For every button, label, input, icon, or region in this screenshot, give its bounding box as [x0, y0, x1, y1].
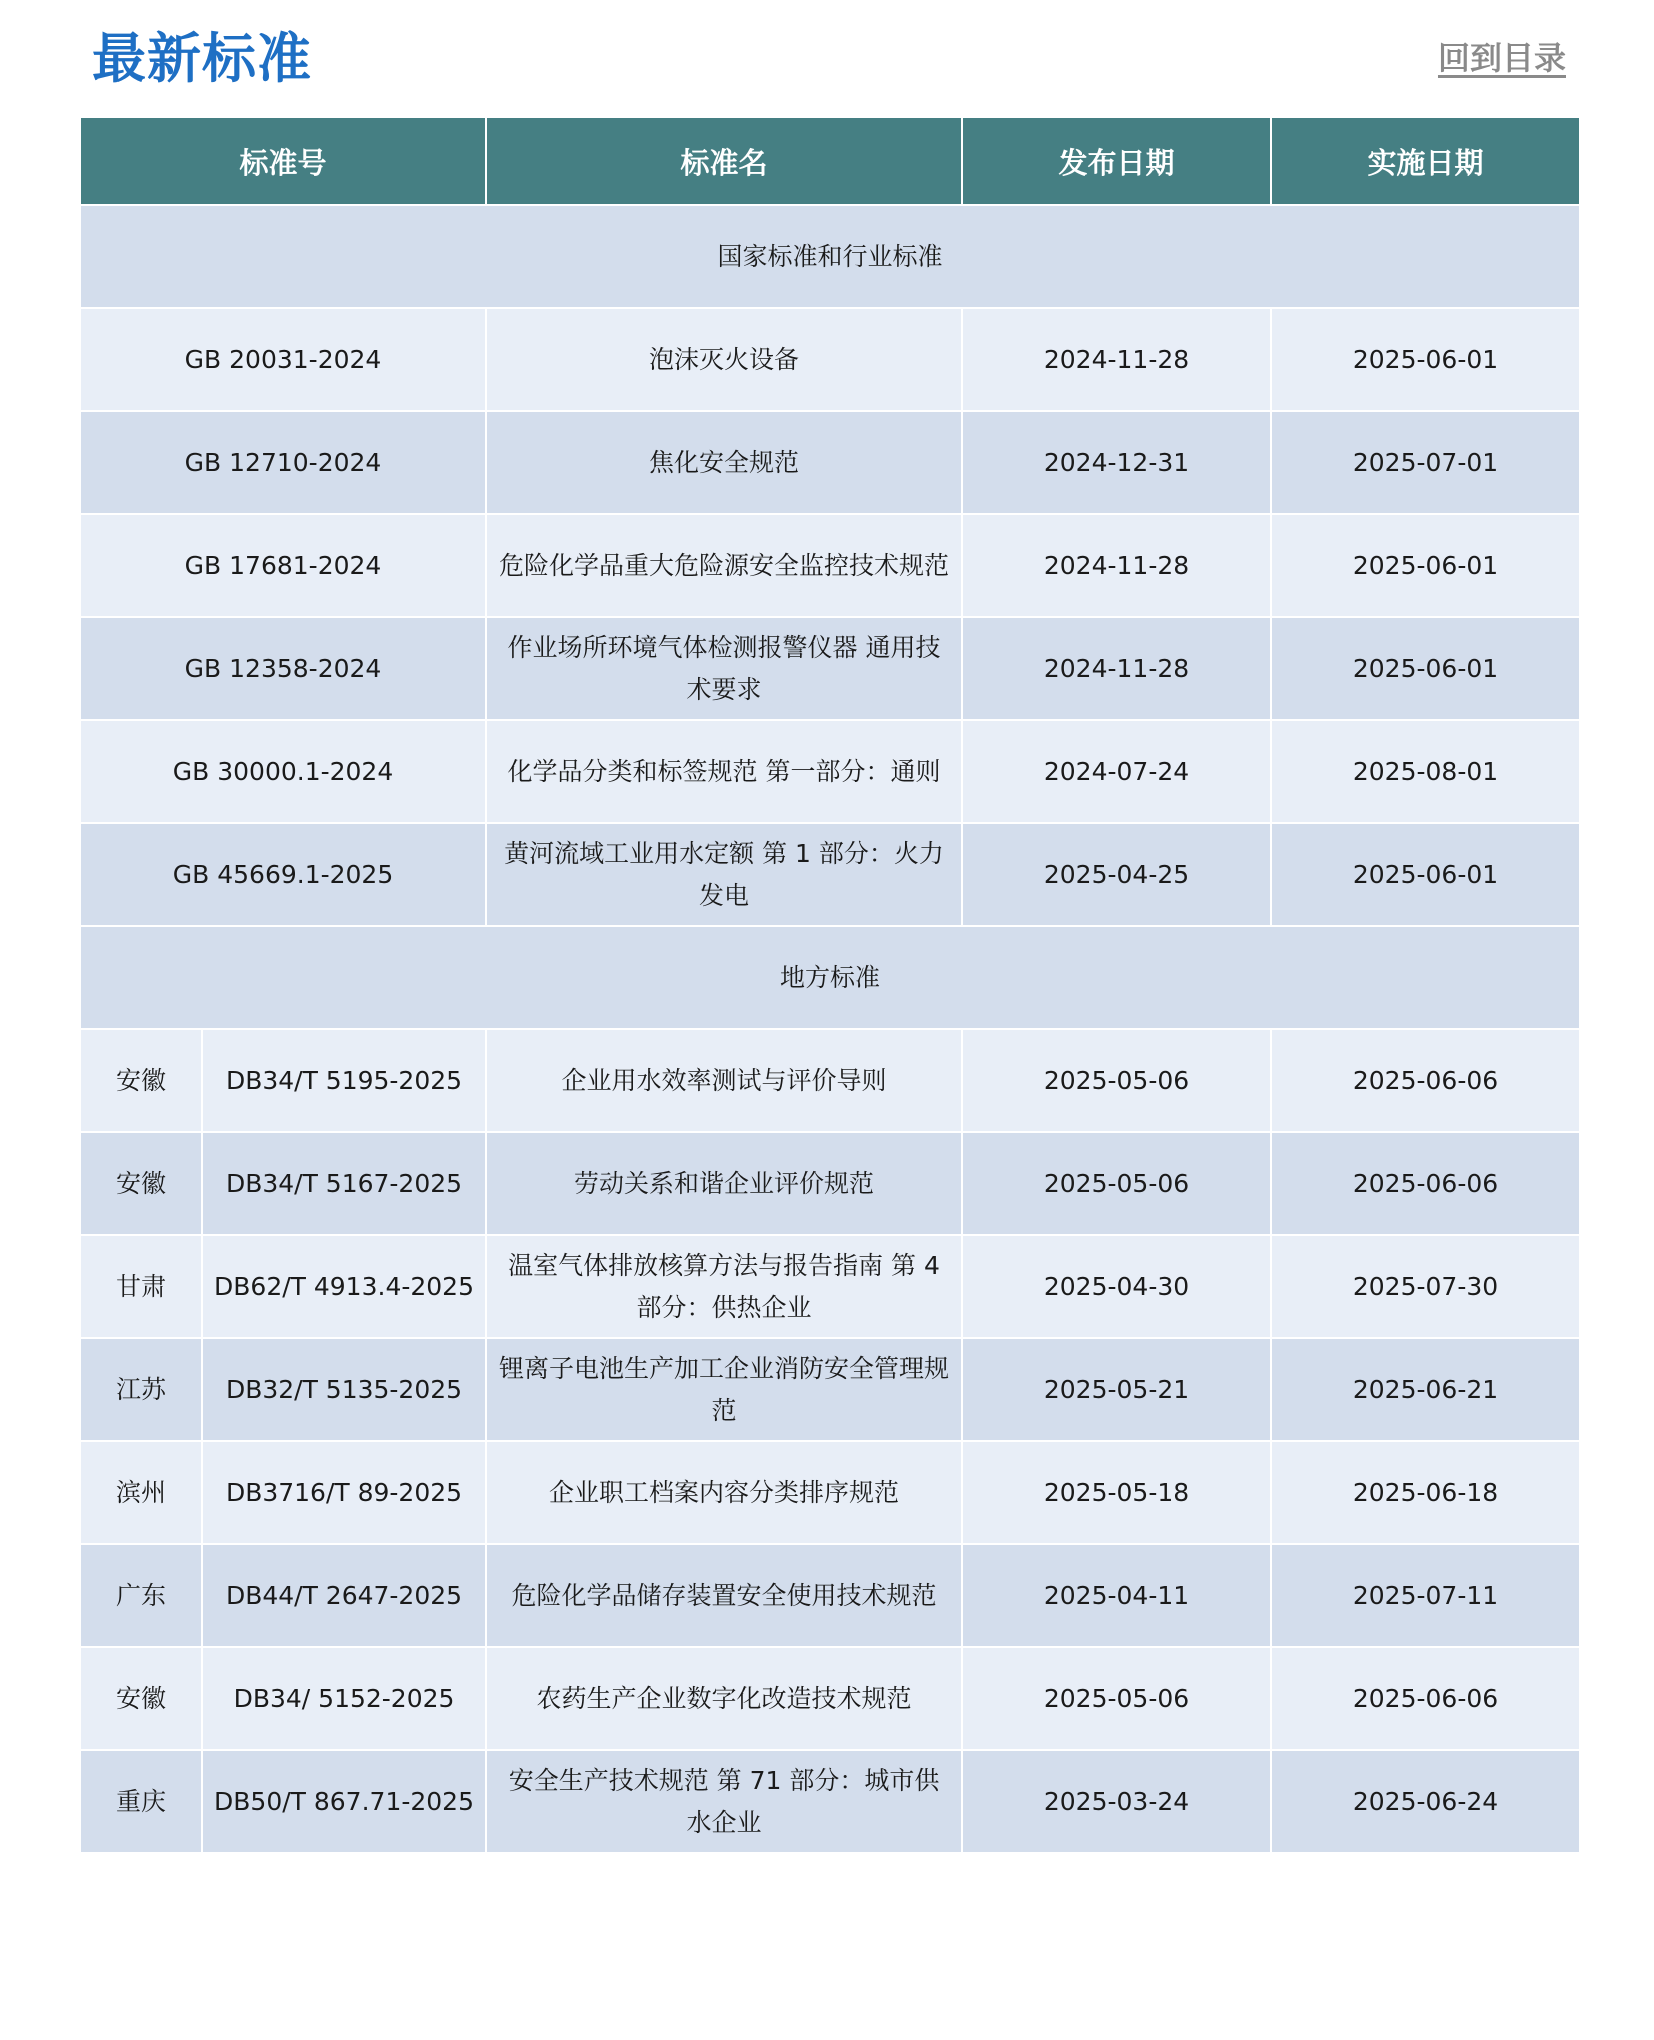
- cell-standard-code: GB 30000.1-2024: [80, 720, 486, 823]
- standards-table: [79, 116, 1581, 1854]
- section-title: 地方标准: [80, 926, 1580, 1029]
- cell-standard-name: 焦化安全规范: [486, 411, 962, 514]
- table-row: [80, 823, 1580, 926]
- cell-published-date: 2025-04-11: [962, 1544, 1271, 1647]
- cell-standard-code: DB32/T 5135-2025: [202, 1338, 486, 1441]
- cell-effective-date: 2025-06-01: [1271, 514, 1580, 617]
- section-row: [80, 926, 1580, 1029]
- cell-standard-name: 危险化学品重大危险源安全监控技术规范: [486, 514, 962, 617]
- table-row: [80, 514, 1580, 617]
- cell-effective-date: 2025-07-11: [1271, 1544, 1580, 1647]
- column-header-effective: 实施日期: [1271, 117, 1580, 205]
- cell-standard-code: DB34/T 5167-2025: [202, 1132, 486, 1235]
- section-row: [80, 205, 1580, 308]
- cell-region: 滨州: [80, 1441, 202, 1544]
- table-row: [80, 1647, 1580, 1750]
- column-header-code: 标准号: [80, 117, 486, 205]
- table-row: [80, 1338, 1580, 1441]
- table-row: [80, 1235, 1580, 1338]
- cell-region: 甘肃: [80, 1235, 202, 1338]
- cell-effective-date: 2025-06-01: [1271, 617, 1580, 720]
- cell-effective-date: 2025-08-01: [1271, 720, 1580, 823]
- cell-standard-code: DB44/T 2647-2025: [202, 1544, 486, 1647]
- cell-standard-name: 锂离子电池生产加工企业消防安全管理规范: [486, 1338, 962, 1441]
- cell-published-date: 2025-05-06: [962, 1029, 1271, 1132]
- cell-published-date: 2024-11-28: [962, 308, 1271, 411]
- cell-standard-name: 企业职工档案内容分类排序规范: [486, 1441, 962, 1544]
- cell-standard-code: DB34/T 5195-2025: [202, 1029, 486, 1132]
- cell-standard-code: GB 45669.1-2025: [80, 823, 486, 926]
- column-header-name: 标准名: [486, 117, 962, 205]
- cell-effective-date: 2025-06-21: [1271, 1338, 1580, 1441]
- cell-published-date: 2024-12-31: [962, 411, 1271, 514]
- cell-standard-code: DB62/T 4913.4-2025: [202, 1235, 486, 1338]
- cell-published-date: 2024-07-24: [962, 720, 1271, 823]
- cell-standard-name: 劳动关系和谐企业评价规范: [486, 1132, 962, 1235]
- table-row: [80, 411, 1580, 514]
- cell-region: 江苏: [80, 1338, 202, 1441]
- cell-effective-date: 2025-06-06: [1271, 1647, 1580, 1750]
- cell-standard-name: 黄河流域工业用水定额 第 1 部分：火力发电: [486, 823, 962, 926]
- cell-standard-name: 温室气体排放核算方法与报告指南 第 4 部分：供热企业: [486, 1235, 962, 1338]
- table-header-row: [80, 117, 1580, 205]
- table-row: [80, 617, 1580, 720]
- cell-standard-name: 企业用水效率测试与评价导则: [486, 1029, 962, 1132]
- cell-effective-date: 2025-06-01: [1271, 823, 1580, 926]
- table-row: [80, 1132, 1580, 1235]
- cell-standard-code: GB 20031-2024: [80, 308, 486, 411]
- cell-standard-name: 作业场所环境气体检测报警仪器 通用技术要求: [486, 617, 962, 720]
- cell-standard-name: 化学品分类和标签规范 第一部分：通则: [486, 720, 962, 823]
- cell-standard-code: GB 12710-2024: [80, 411, 486, 514]
- cell-standard-code: GB 17681-2024: [80, 514, 486, 617]
- table-row: [80, 1544, 1580, 1647]
- cell-standard-code: GB 12358-2024: [80, 617, 486, 720]
- cell-effective-date: 2025-06-01: [1271, 308, 1580, 411]
- cell-published-date: 2025-03-24: [962, 1750, 1271, 1853]
- cell-published-date: 2024-11-28: [962, 514, 1271, 617]
- cell-standard-code: DB3716/T 89-2025: [202, 1441, 486, 1544]
- cell-published-date: 2025-05-06: [962, 1647, 1271, 1750]
- cell-effective-date: 2025-07-01: [1271, 411, 1580, 514]
- cell-standard-code: DB34/ 5152-2025: [202, 1647, 486, 1750]
- table-row: [80, 1441, 1580, 1544]
- cell-standard-name: 农药生产企业数字化改造技术规范: [486, 1647, 962, 1750]
- table-row: [80, 1750, 1580, 1853]
- cell-region: 广东: [80, 1544, 202, 1647]
- section-title: 国家标准和行业标准: [80, 205, 1580, 308]
- cell-region: 重庆: [80, 1750, 202, 1853]
- cell-published-date: 2025-05-06: [962, 1132, 1271, 1235]
- page-title: 最新标准: [92, 27, 312, 90]
- table-row: [80, 720, 1580, 823]
- cell-published-date: 2025-05-21: [962, 1338, 1271, 1441]
- cell-effective-date: 2025-06-06: [1271, 1132, 1580, 1235]
- table-body: [80, 205, 1580, 1853]
- cell-published-date: 2024-11-28: [962, 617, 1271, 720]
- table-row: [80, 1029, 1580, 1132]
- cell-standard-name: 安全生产技术规范 第 71 部分：城市供水企业: [486, 1750, 962, 1853]
- cell-effective-date: 2025-07-30: [1271, 1235, 1580, 1338]
- cell-region: 安徽: [80, 1132, 202, 1235]
- cell-standard-name: 泡沫灭火设备: [486, 308, 962, 411]
- cell-published-date: 2025-04-25: [962, 823, 1271, 926]
- cell-effective-date: 2025-06-18: [1271, 1441, 1580, 1544]
- cell-standard-code: DB50/T 867.71-2025: [202, 1750, 486, 1853]
- cell-region: 安徽: [80, 1647, 202, 1750]
- cell-published-date: 2025-04-30: [962, 1235, 1271, 1338]
- cell-effective-date: 2025-06-06: [1271, 1029, 1580, 1132]
- cell-standard-name: 危险化学品储存装置安全使用技术规范: [486, 1544, 962, 1647]
- table-row: [80, 308, 1580, 411]
- back-to-contents-link[interactable]: 回到目录: [1437, 39, 1566, 77]
- column-header-published: 发布日期: [962, 117, 1271, 205]
- cell-published-date: 2025-05-18: [962, 1441, 1271, 1544]
- cell-effective-date: 2025-06-24: [1271, 1750, 1580, 1853]
- cell-region: 安徽: [80, 1029, 202, 1132]
